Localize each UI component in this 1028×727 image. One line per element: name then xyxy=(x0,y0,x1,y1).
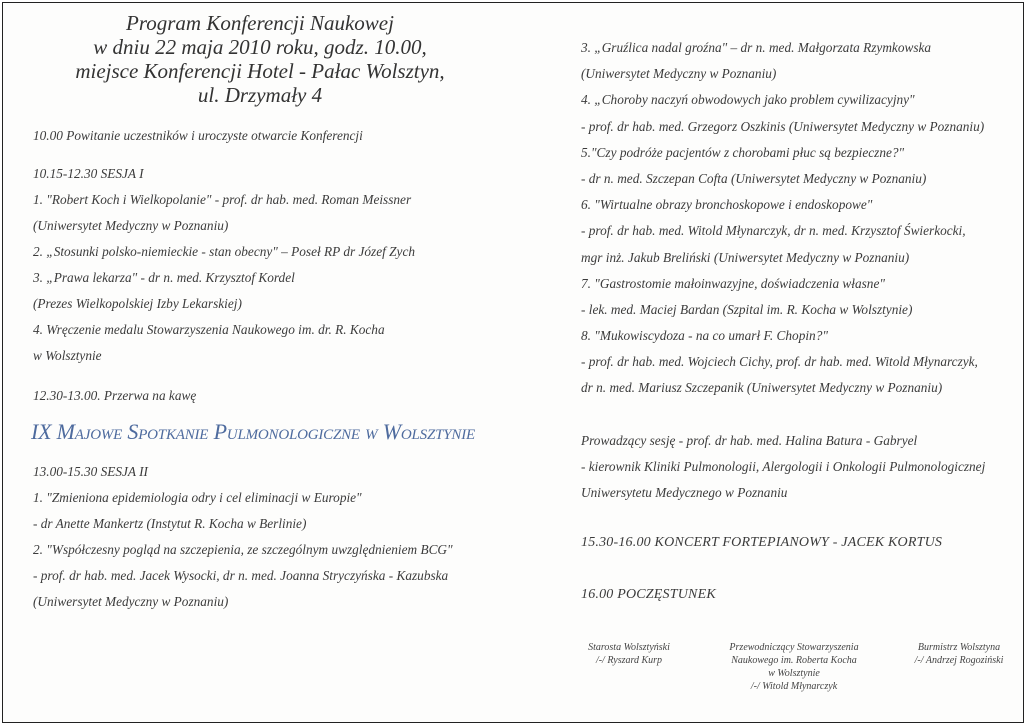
signature-name: /-/ Witold Młynarczyk xyxy=(750,681,838,692)
signature-title: Naukowego im. Roberta Kocha xyxy=(731,655,857,666)
session2-line: - dr Anette Mankertz (Instytut R. Kocha w Berlinie) xyxy=(33,516,307,531)
session2-line: dr n. med. Mariusz Szczepanik (Uniwersytet Medyczny w Poznaniu) xyxy=(581,380,943,396)
left-column xyxy=(33,11,543,615)
session1-title: 10.15-12.30 SESJA I xyxy=(33,166,144,181)
session1-line: 2. „Stosunki polsko-niemieckie - stan obecny" – Poseł RP dr Józef Zych xyxy=(33,244,415,259)
signature-title: Przewodniczący Stowarzyszenia xyxy=(729,642,859,653)
signature-name: /-/ Andrzej Rogoziński xyxy=(914,655,1004,666)
signature-name: /-/ Ryszard Kurp xyxy=(595,655,663,666)
session2-line: 6. "Wirtualne obrazy bronchoskopowe i endoskopowe" xyxy=(581,197,873,213)
signature-chairman xyxy=(709,641,879,693)
signature-starosta xyxy=(569,641,689,667)
signature-title: Burmistrz Wolsztyna xyxy=(917,642,1001,653)
session2-line: 4. „Choroby naczyń obwodowych jako problem cywilizacyjny" xyxy=(581,92,915,108)
session2-line: - prof. dr hab. med. Jacek Wysocki, dr n. med. Joanna Stryczyńska - Kazubska xyxy=(33,568,449,583)
session1-line: w Wolsztynie xyxy=(33,348,102,363)
signature-mayor xyxy=(899,641,1019,667)
session2-line: (Uniwersytet Medyczny w Poznaniu) xyxy=(33,594,229,609)
signature-title: Starosta Wolsztyński xyxy=(588,642,670,653)
header-line-1: Program Konferencji Naukowej xyxy=(126,11,394,35)
session2-line: mgr inż. Jakub Breliński (Uniwersytet Medyczny w Poznaniu) xyxy=(581,249,910,265)
session2-line: 2. "Współczesny pogląd na szczepienia, ze szczególnym uwzględnieniem BCG" xyxy=(33,542,453,557)
session2-line: - dr n. med. Szczepan Cofta (Uniwersytet Medyczny w Poznaniu) xyxy=(581,170,927,186)
header-line-2: w dniu 22 maja 2010 roku, godz. 10.00, xyxy=(93,35,427,59)
right-column xyxy=(581,35,1021,609)
session1-line: 4. Wręczenie medalu Stowarzyszenia Naukowego im. dr. R. Kocha xyxy=(33,322,385,337)
session2-line: 5."Czy podróże pacjentów z chorobami płuc są bezpieczne?" xyxy=(581,144,905,160)
refreshments-item: 16.00 POCZĘSTUNEK xyxy=(581,587,716,603)
session2-line: 3. „Gruźlica nadal groźna" – dr n. med. Małgorzata Rzymkowska xyxy=(581,40,932,55)
session-chair: - kierownik Kliniki Pulmonologii, Alergologii i Onkologii Pulmonologicznej xyxy=(581,458,986,474)
concert-item: 15.30-16.00 KONCERT FORTEPIANOWY - JACEK KORTUS xyxy=(581,535,943,551)
coffee-break: 12.30-13.00. Przerwa na kawę xyxy=(33,388,197,403)
session2-line: - prof. dr hab. med. Wojciech Cichy, prof. dr hab. med. Witold Młynarczyk, xyxy=(581,354,978,370)
conference-title: IX Majowe Spotkanie Pulmonologiczne w Wolsztynie xyxy=(31,419,475,444)
header-line-3: miejsce Konferencji Hotel - Pałac Wolsztyn, xyxy=(75,59,445,83)
program-page xyxy=(2,2,1024,723)
signature-title: w Wolsztynie xyxy=(768,668,820,679)
session-chair: Uniwersytetu Medycznego w Poznaniu xyxy=(581,485,788,500)
session1-line: (Uniwersytet Medyczny w Poznaniu) xyxy=(33,218,229,233)
session-chair: Prowadzący sesję - prof. dr hab. med. Halina Batura - Gabryel xyxy=(581,432,918,448)
session2-line: 8. "Mukowiscydoza - na co umarł F. Chopin?" xyxy=(581,328,828,344)
session2-line: (Uniwersytet Medyczny w Poznaniu) xyxy=(581,66,777,82)
session2-line: - prof. dr hab. med. Witold Młynarczyk, dr n. med. Krzysztof Świerkocki, xyxy=(581,223,966,239)
opening-item: 10.00 Powitanie uczestników i uroczyste otwarcie Konferencji xyxy=(33,128,363,143)
session1-line: 3. „Prawa lekarza" - dr n. med. Krzysztof Kordel xyxy=(33,270,295,285)
session1-line: (Prezes Wielkopolskiej Izby Lekarskiej) xyxy=(33,296,242,311)
header-line-4: ul. Drzymały 4 xyxy=(197,83,323,107)
session1-line: 1. "Robert Koch i Wielkopolanie" - prof. dr hab. med. Roman Meissner xyxy=(33,192,412,207)
session2-line: 7. "Gastrostomie małoinwazyjne, doświadczenia własne" xyxy=(581,275,885,291)
session2-line: - lek. med. Maciej Bardan (Szpital im. R. Kocha w Wolsztynie) xyxy=(581,301,913,317)
session2-title: 13.00-15.30 SESJA II xyxy=(33,464,148,479)
program-header xyxy=(25,11,495,107)
session2-line: 1. "Zmieniona epidemiologia odry i cel eliminacji w Europie" xyxy=(33,490,362,505)
session2-line: - prof. dr hab. med. Grzegorz Oszkinis (Uniwersytet Medyczny w Poznaniu) xyxy=(581,118,985,134)
